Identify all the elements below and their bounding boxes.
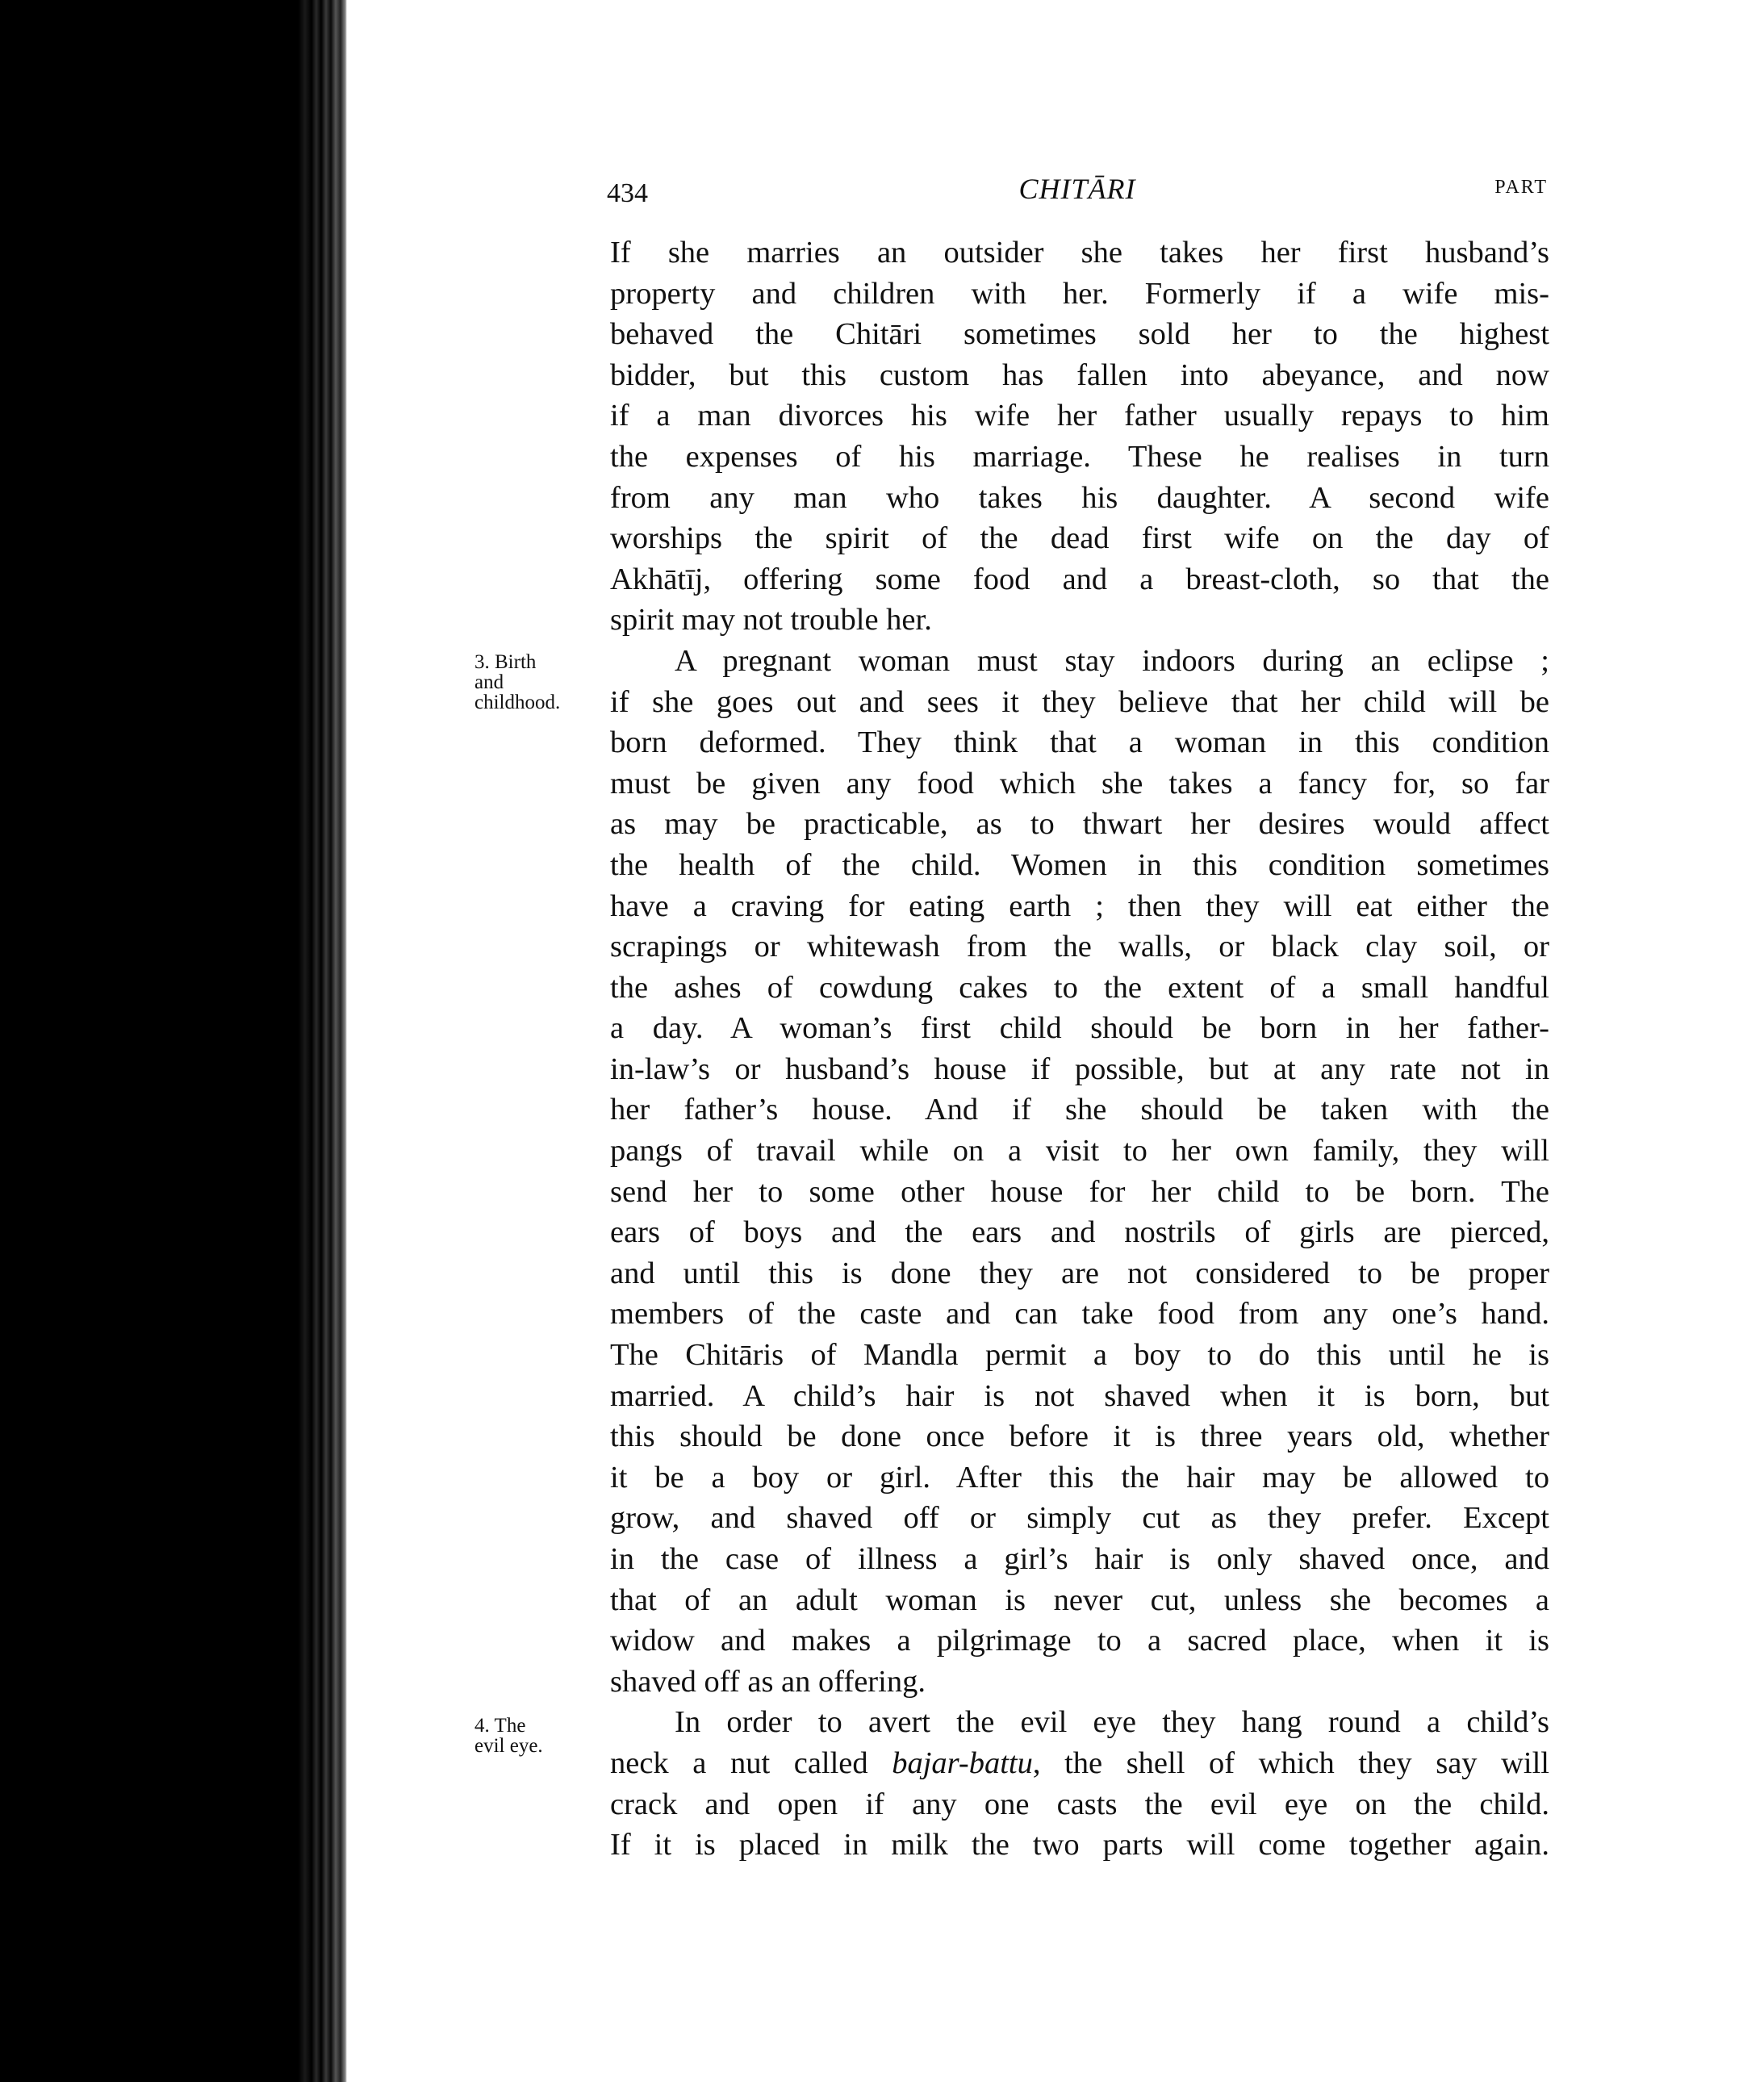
text-line: If she marries an outsider she takes her first husband’s	[610, 236, 1549, 270]
text-line: in the case of illness a girl’s hair is only shaved once, and	[610, 1542, 1549, 1576]
margin-note-line: 3. Birth	[474, 651, 537, 673]
page-header	[607, 172, 1548, 212]
text-line: born deformed. They think that a woman in this condition	[610, 725, 1549, 760]
text-line: as may be practicable, as to thwart her desires would affect	[610, 807, 1549, 842]
text-line: spirit may not trouble her.	[610, 603, 932, 638]
text-line: members of the caste and can take food from any one’s hand.	[610, 1297, 1549, 1332]
text-line: Akhātīj, offering some food and a breast-cloth, so that the	[610, 562, 1549, 596]
margin-note-line: childhood.	[474, 692, 561, 713]
book-binding-edge	[0, 0, 347, 2082]
text-line: behaved the Chitāri sometimes sold her to the highest	[610, 317, 1549, 352]
text-line: The Chitāris of Mandla permit a boy to do this until he is	[610, 1338, 1549, 1373]
italic-term: bajar-battu	[892, 1745, 1033, 1780]
text-line: her father’s house. And if she should be taken with the	[610, 1093, 1549, 1127]
text-line: if she goes out and sees it they believe that her child will be	[610, 684, 1549, 719]
running-title: CHITĀRI	[1018, 173, 1136, 205]
text-line: in-law’s or husband’s house if possible, but at any rate not in	[610, 1051, 1549, 1086]
text-line: must be given any food which she takes a fancy for, so far	[610, 766, 1549, 801]
text-line: the health of the child. Women in this condition sometimes	[610, 847, 1549, 882]
text-line: worships the spirit of the dead first wife on the day of	[610, 521, 1549, 556]
text-line: the expenses of his marriage. These he realises in turn	[610, 439, 1549, 474]
text-line: property and children with her. Formerly if a wife mis-	[610, 276, 1549, 311]
text-line: have a craving for eating earth ; then they will eat either the	[610, 888, 1549, 923]
margin-note-birth	[474, 652, 560, 713]
text-line: ears of boys and the ears and nostrils of girls are pierced,	[610, 1215, 1549, 1250]
body-text	[610, 232, 1549, 1866]
text-line: crack and open if any one casts the evil eye on the child.	[610, 1787, 1549, 1821]
text-run: neck a nut called	[610, 1745, 892, 1780]
text-line	[610, 1743, 1549, 1784]
text-line: and until this is done they are not considered to be proper	[610, 1256, 1549, 1290]
text-line: that of an adult woman is never cut, unless she becomes a	[610, 1582, 1549, 1617]
text-line: shaved off as an offering.	[610, 1664, 926, 1699]
text-line: it be a boy or girl. After this the hair may be allowed to	[610, 1460, 1549, 1495]
text-line: In order to avert the evil eye they hang round a child’s	[675, 1705, 1549, 1740]
text-line: married. A child’s hair is not shaved when it is born, but	[610, 1378, 1549, 1413]
text-line: this should be done once before it is three years old, whether	[610, 1419, 1549, 1454]
text-run: , the shell of which they say will	[1032, 1745, 1550, 1780]
text-line: bidder, but this custom has fallen into abeyance, and now	[610, 357, 1549, 392]
margin-note-line: and	[474, 671, 504, 693]
part-label: PART	[1494, 177, 1548, 198]
margin-note-evil-eye	[474, 1716, 543, 1756]
text-line: A pregnant woman must stay indoors during an eclipse ;	[675, 643, 1549, 678]
margin-note-line: 4. The	[474, 1715, 526, 1737]
text-line: if a man divorces his wife her father usually repays to him	[610, 399, 1549, 433]
text-line: grow, and shaved off or simply cut as they prefer. Except	[610, 1501, 1549, 1536]
text-line: pangs of travail while on a visit to her own family, they will	[610, 1134, 1549, 1169]
text-line: the ashes of cowdung cakes to the extent of a small handful	[610, 970, 1549, 1005]
text-line: If it is placed in milk the two parts will come together again.	[610, 1828, 1549, 1863]
page-number: 434	[607, 178, 648, 208]
text-line: widow and makes a pilgrimage to a sacred place, when it is	[610, 1624, 1549, 1658]
text-line: scrapings or whitewash from the walls, or black clay soil, or	[610, 930, 1549, 964]
margin-note-line: evil eye.	[474, 1735, 543, 1757]
text-line: from any man who takes his daughter. A second wife	[610, 480, 1549, 515]
text-line: a day. A woman’s first child should be born in her father-	[610, 1011, 1549, 1046]
text-line: send her to some other house for her child to be born. The	[610, 1174, 1549, 1209]
